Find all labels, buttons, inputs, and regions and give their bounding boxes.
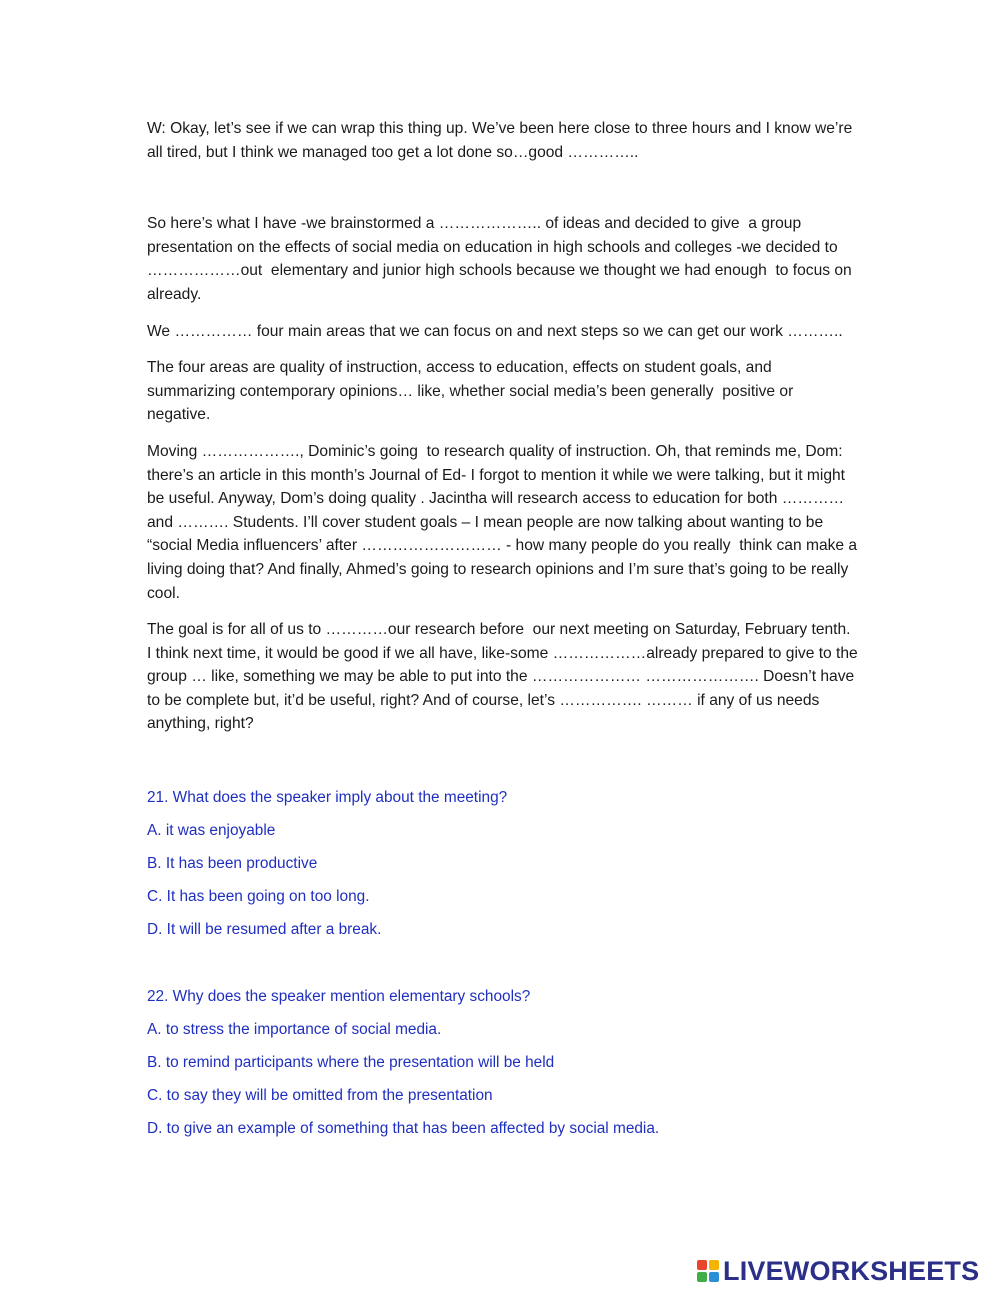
answer-option[interactable]: C. to say they will be omitted from the presentation — [147, 1087, 493, 1104]
liveworksheets-logo-icon — [697, 1260, 719, 1282]
answer-option[interactable]: D. to give an example of something that has been affected by social media. — [147, 1120, 660, 1137]
logo-tile — [697, 1260, 707, 1270]
answer-option[interactable]: A. it was enjoyable — [147, 822, 276, 839]
question-prompt: 21. What does the speaker imply about the meeting? — [147, 789, 508, 806]
logo-tile — [697, 1272, 707, 1282]
logo-tile — [709, 1272, 719, 1282]
question-22 — [147, 987, 867, 1152]
logo-text: LIVEWORKSHEETS — [723, 1255, 980, 1286]
question-prompt: 22. Why does the speaker mention elementary schools? — [147, 988, 531, 1005]
answer-option[interactable]: B. It has been productive — [147, 855, 318, 872]
logo-tile — [709, 1260, 719, 1270]
answer-option[interactable]: B. to remind participants where the presentation will be held — [147, 1054, 555, 1071]
transcript-paragraph: The four areas are quality of instruction, access to education, effects on student goals, and summarizing contemporary opinions… like, whether social media’s been generally positive or negative. — [147, 359, 798, 424]
transcript — [147, 117, 863, 736]
answer-option[interactable]: C. It has been going on too long. — [147, 888, 370, 905]
transcript-paragraph: W: Okay, let’s see if we can wrap this thing up. We’ve been here close to three hours and I know we’re all tired, but I think we managed too get a lot done so…good ………….. — [147, 120, 857, 161]
liveworksheets-logo — [697, 1255, 979, 1287]
transcript-paragraph: Moving ………………., Dominic’s going to research quality of instruction. Oh, that reminds me, Dom: there’s an article in this month’s Journal of Ed- I forgot to mention it while we were talking, but it might be useful. Anyway, Dom’s doing quality . Jacintha will research access to education for both …………and ………. Students. I’ll cover student goals – I mean people are now talking about wanting to be “social Media influencers’ after ……………………… - how many people do you really think can make a living doing that? And finally, Ahmed’s going to research opinions and I’m sure that’s going to be really cool. — [147, 442, 862, 602]
transcript-paragraph: We …………… four main areas that we can focus on and next steps so we can get our work ……….. — [147, 322, 843, 340]
transcript-paragraph: The goal is for all of us to …………our research before our next meeting on Saturday, February tenth. I think next time, it would be good if we all have, like-some ………………already prepared to give to the group … like, something we may be able to put into the ………………… …………………. Doesn’t have to be complete but, it’d be useful, right? And of course, let’s ……………. ……… if any of us needs anything, right? — [147, 621, 863, 733]
answer-option[interactable]: A. to stress the importance of social media. — [147, 1021, 442, 1038]
answer-option[interactable]: D. It will be resumed after a break. — [147, 921, 382, 938]
transcript-paragraph: So here’s what I have -we brainstormed a ……………….. of ideas and decided to give a group presentation on the effects of social media on education in high schools and colleges -we decided to ………………out elementary and junior high schools because we thought we had enough to focus on already. — [147, 215, 857, 303]
question-21 — [147, 788, 867, 953]
